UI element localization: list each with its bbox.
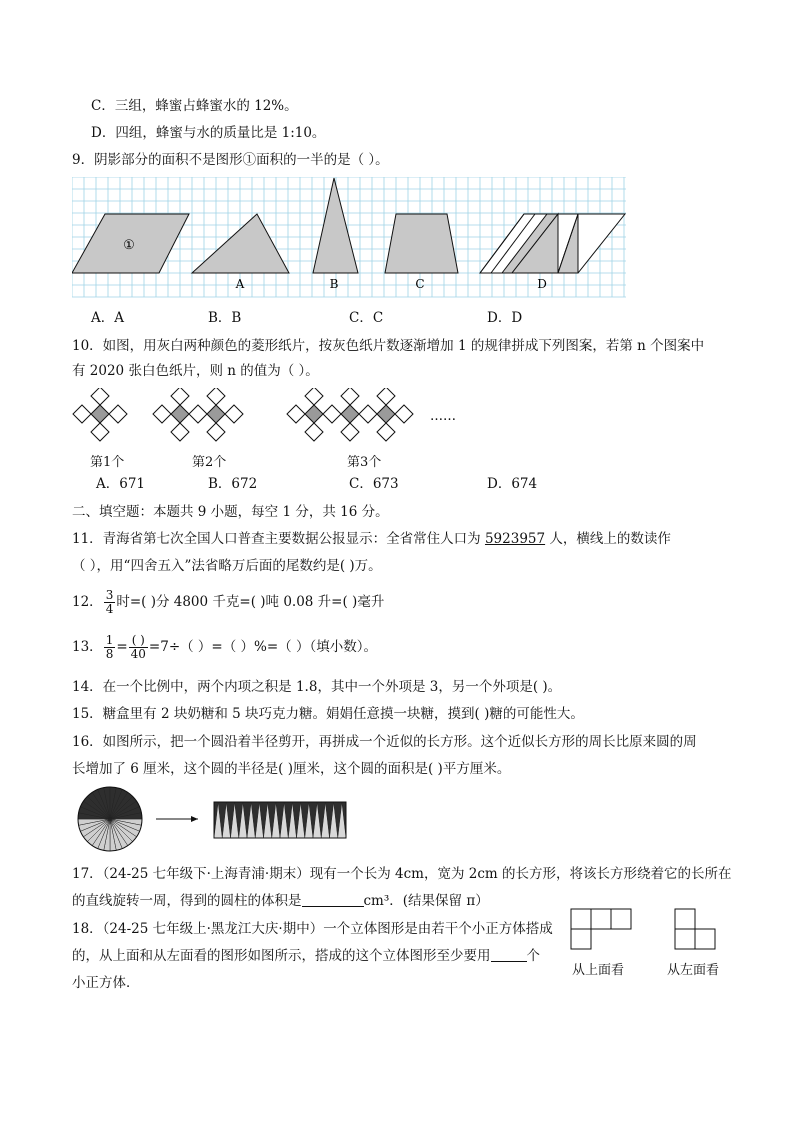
- figure-label-b: B: [329, 277, 339, 291]
- q10-caption-1: 第1个: [90, 455, 125, 470]
- q13-fraction-2: $\frac{( )}{40}$: [130, 633, 146, 661]
- rhombus-tile: [73, 405, 91, 423]
- q8-option-c: C．三组，蜂蜜占蜂蜜水的 12%。: [91, 98, 298, 114]
- figure-label-1: ①: [123, 238, 135, 253]
- q18-top-view-caption: 从上面看: [572, 963, 625, 978]
- q15-line: 15．糖盒里有 2 块奶糖和 5 块巧克力糖。娟娟任意摸一块糖，摸到( )糖的可能性大。: [72, 706, 584, 722]
- rhombus-tile: [287, 405, 305, 423]
- q9-option-b: B．B: [208, 310, 242, 326]
- rhombus-tile: [377, 405, 395, 423]
- q13-line: 13． $\frac{1}{8}$ = $\frac{( )}{40}$ =7÷（ ）=（ ）%=（ ）（填小数）。: [72, 633, 377, 661]
- rhombus-tile: [207, 423, 225, 441]
- rhombus-tile: [109, 405, 127, 423]
- q9-stem: 9．阴影部分的面积不是图形①面积的一半的是（ ）。: [72, 152, 389, 168]
- q9-option-a: A．A: [91, 310, 124, 326]
- q16-line2: 长增加了 6 厘米，这个圆的半径是( )厘米，这个圆的面积是( )平方厘米。: [72, 761, 511, 777]
- q10-line2: 有 2020 张白色纸片，则 n 的值为（ ）。: [72, 363, 319, 379]
- q18-line1: 18．（24-25 七年级上·黑龙江大庆·期中）一个立体图形是由若干个小正方体搭成: [72, 921, 553, 937]
- q18-left-view: [674, 908, 720, 952]
- q16-line1: 16．如图所示，把一个圆沿着半径剪开，再拼成一个近似的长方形。这个近似长方形的周长比原来圆的周: [72, 734, 697, 750]
- rhombus-tile: [171, 405, 189, 423]
- q9-grid-figure: [72, 177, 628, 299]
- q13-fraction-1: $\frac{1}{8}$: [105, 633, 114, 661]
- q16-circle-to-rectangle-figure: [72, 786, 362, 852]
- rhombus-tile: [225, 405, 243, 423]
- q9-option-d: D．D: [487, 310, 523, 326]
- q17-line1: 17．（24-25 七年级下·上海青浦·期末）现有一个长为 4cm，宽为 2cm 的长方形，将该长方形绕着它的长所在: [72, 866, 732, 882]
- q8-option-d: D．四组，蜂蜜与水的质量比是 1:10。: [91, 125, 326, 141]
- rhombus-tile: [341, 405, 359, 423]
- q18-line3: 小正方体．: [72, 975, 140, 991]
- triangle-b: [313, 178, 358, 273]
- q10-caption-2: 第2个: [192, 455, 227, 470]
- rhombus-tile: [171, 423, 189, 441]
- section-2-heading: 二、填空题：本题共 9 小题，每空 1 分，共 16 分。: [72, 504, 389, 520]
- rhombus-tile: [171, 388, 189, 405]
- q10-option-b: B．672: [208, 476, 258, 492]
- q18-line2: 的，从上面和从左面看的图形如图所示，搭成的这个立体图形至少要用 个: [72, 948, 540, 964]
- q10-caption-3: 第3个: [347, 455, 382, 470]
- q11-line1: 11．青海省第七次全国人口普查主要数据公报显示：全省常住人口为 5923957 人，横线上的数读作: [72, 531, 671, 547]
- rhombus-tile: [323, 405, 341, 423]
- q10-option-a: A．671: [96, 476, 146, 492]
- q12-line: 12． $\frac{3}{4}$ 时=( )分 4800 千克=( )吨 0.08 升=( )毫升: [72, 588, 385, 616]
- figure-label-d: D: [537, 277, 547, 291]
- rhombus-tile: [153, 405, 171, 423]
- q17-answer-blank: [302, 893, 364, 907]
- rhombus-tile: [305, 423, 323, 441]
- q18-answer-blank: [491, 948, 527, 962]
- q18-left-view-caption: 从左面看: [667, 963, 720, 978]
- q9-option-c: C．C: [349, 310, 384, 326]
- rhombus-tile: [207, 388, 225, 405]
- rhombus-tile: [91, 388, 109, 405]
- rhombus-tile: [377, 423, 395, 441]
- rhombus-tile: [305, 388, 323, 405]
- rhombus-tile: [359, 405, 377, 423]
- rhombus-tile: [305, 405, 323, 423]
- q12-fraction: $\frac{3}{4}$: [105, 588, 114, 616]
- q10-line1: 10．如图，用灰白两种颜色的菱形纸片，按灰色纸片数逐渐增加 1 的规律拼成下列图案，若第 n 个图案中: [72, 338, 705, 354]
- q10-rhombus-patterns: [72, 388, 472, 444]
- q18-top-view: [570, 908, 636, 952]
- rhombus-tile: [341, 423, 359, 441]
- approx-rectangle: [214, 802, 346, 838]
- q10-option-c: C．673: [349, 476, 399, 492]
- cut-circle: [78, 787, 142, 851]
- figure-label-c: C: [415, 277, 425, 291]
- rhombus-tile: [189, 405, 207, 423]
- q10-option-d: D．674: [487, 476, 538, 492]
- trapezoid-c: [385, 214, 458, 273]
- rhombus-tile: [91, 423, 109, 441]
- rhombus-tile: [377, 388, 395, 405]
- figure-label-a: A: [235, 277, 245, 291]
- rhombus-tile: [91, 405, 109, 423]
- q11-underlined-number: 5923957: [484, 531, 546, 547]
- rhombus-tile: [341, 388, 359, 405]
- triangle-a: [192, 214, 289, 273]
- q14-line: 14．在一个比例中，两个内项之积是 1.8，其中一个外项是 3，另一个外项是( )。: [72, 679, 562, 695]
- rhombus-tile: [207, 405, 225, 423]
- q10-ellipsis: ……: [430, 409, 456, 424]
- rhombus-tile: [395, 405, 413, 423]
- q17-line2: 的直线旋转一周，得到的圆柱的体积是 cm³．(结果保留 π）: [72, 893, 489, 909]
- q11-line2: （ ），用“四舍五入”法省略万后面的尾数约是( )万。: [72, 558, 382, 574]
